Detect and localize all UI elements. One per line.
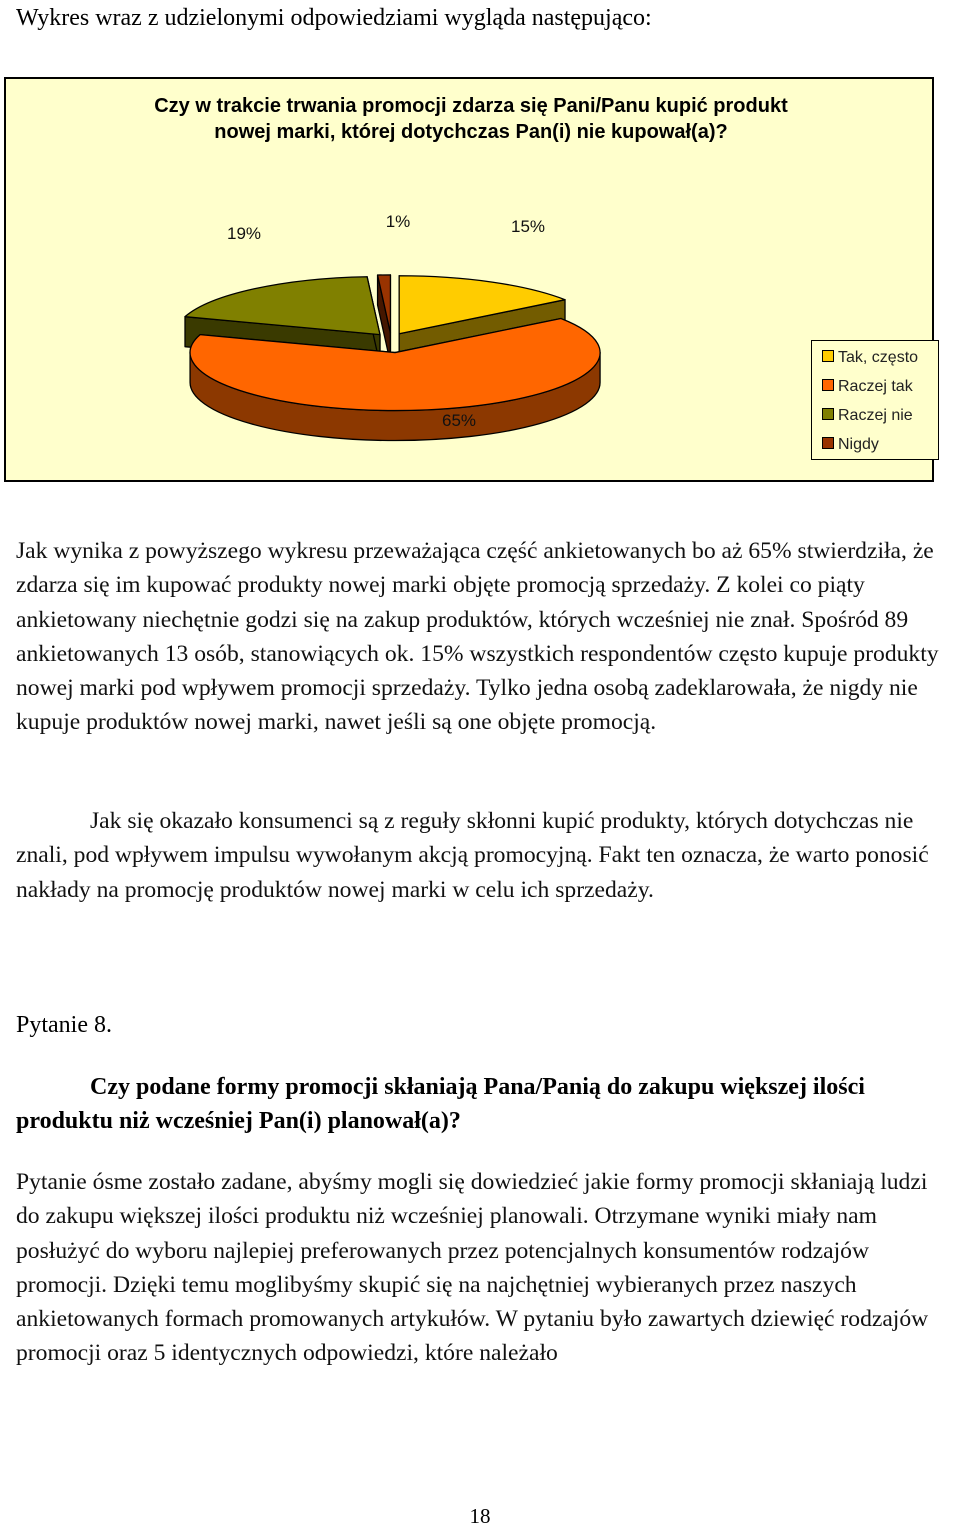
chart-title-line-1: Czy w trakcie trwania promocji zdarza się Pani/Panu kupić produkt <box>154 95 788 117</box>
paragraph-conclusion: Jak się okazało konsumenci są z reguły skłonni kupić produkty, których dotychczas nie znali, pod wpływem impulsu wywołanym akcją promocyjną. Fakt ten oznacza, że warto ponosić nakłady na promocję produktów nowej marki w celu ich sprzedaży. <box>16 808 929 903</box>
intro-text: Wykres wraz z udzielonymi odpowiedziami wygląda następująco: <box>16 5 652 31</box>
page-number: 18 <box>469 1504 491 1528</box>
legend-swatch <box>822 437 834 449</box>
paragraph-question-8: Pytanie ósme zostało zadane, abyśmy mogli się dowiedzieć jakie formy promocji skłaniają ludzi do zakupu większej ilości produktu niż wcześniej planowali. Otrzymane wyniki miały nam posłużyć do wyboru najlepiej preferowanych przez potencjalnych konsumentów rodzajów promocji. Dzięki temu moglibyśmy skupić się na najchętniej wybieranych przez naszych ankietowanych formach promowanych artykułów. W pytaniu było zawartych dziewięć rodzajów promocji oraz 5 identycznych odpowiedzi, które należało <box>16 1169 929 1367</box>
chart-title-line-2: nowej marki, której dotychczas Pan(i) nie kupował(a)? <box>214 121 728 143</box>
legend-swatch <box>822 379 834 391</box>
slice-label: 65% <box>441 411 477 430</box>
legend-item <box>822 404 913 428</box>
legend-label: Raczej tak <box>838 378 913 395</box>
legend-item <box>822 346 918 370</box>
legend-label: Nigdy <box>838 436 879 453</box>
slice-label: 15% <box>510 217 546 236</box>
legend-label: Tak, często <box>838 349 919 366</box>
legend-label: Raczej nie <box>838 407 913 424</box>
slice-label: 1% <box>385 212 411 231</box>
pie-chart <box>4 77 934 482</box>
legend-swatch <box>822 350 834 362</box>
pie-plot-area <box>6 79 936 484</box>
question-heading: Czy podane formy promocji skłaniają Pana/Panią do zakupu większej ilości produktu niż wcześniej Pan(i) planował(a)? <box>16 1074 865 1134</box>
paragraph-analysis: Jak wynika z powyższego wykresu przeważająca część ankietowanych bo aż 65% stwierdziła, że zdarza się im kupować produkty nowej marki objęte promocją sprzedaży. Z kolei co piąty ankietowany niechętnie godzi się na zakup produktów, których wcześniej nie znał. Spośród 89 ankietowanych 13 osób, stanowiących ok. 15% wszystkich respondentów często kupuje produkty nowej marki pod wpływem promocji sprzedaży. Tylko jedna osobą zadeklarowała, że nigdy nie kupuje produktów nowej marki, nawet jeśli są one objęte promocją. <box>16 538 939 736</box>
slice-label: 19% <box>226 224 262 243</box>
section-label: Pytanie 8. <box>16 1012 112 1038</box>
chart-legend <box>811 340 939 460</box>
legend-item <box>822 375 913 399</box>
legend-item <box>822 433 879 457</box>
legend-swatch <box>822 408 834 420</box>
